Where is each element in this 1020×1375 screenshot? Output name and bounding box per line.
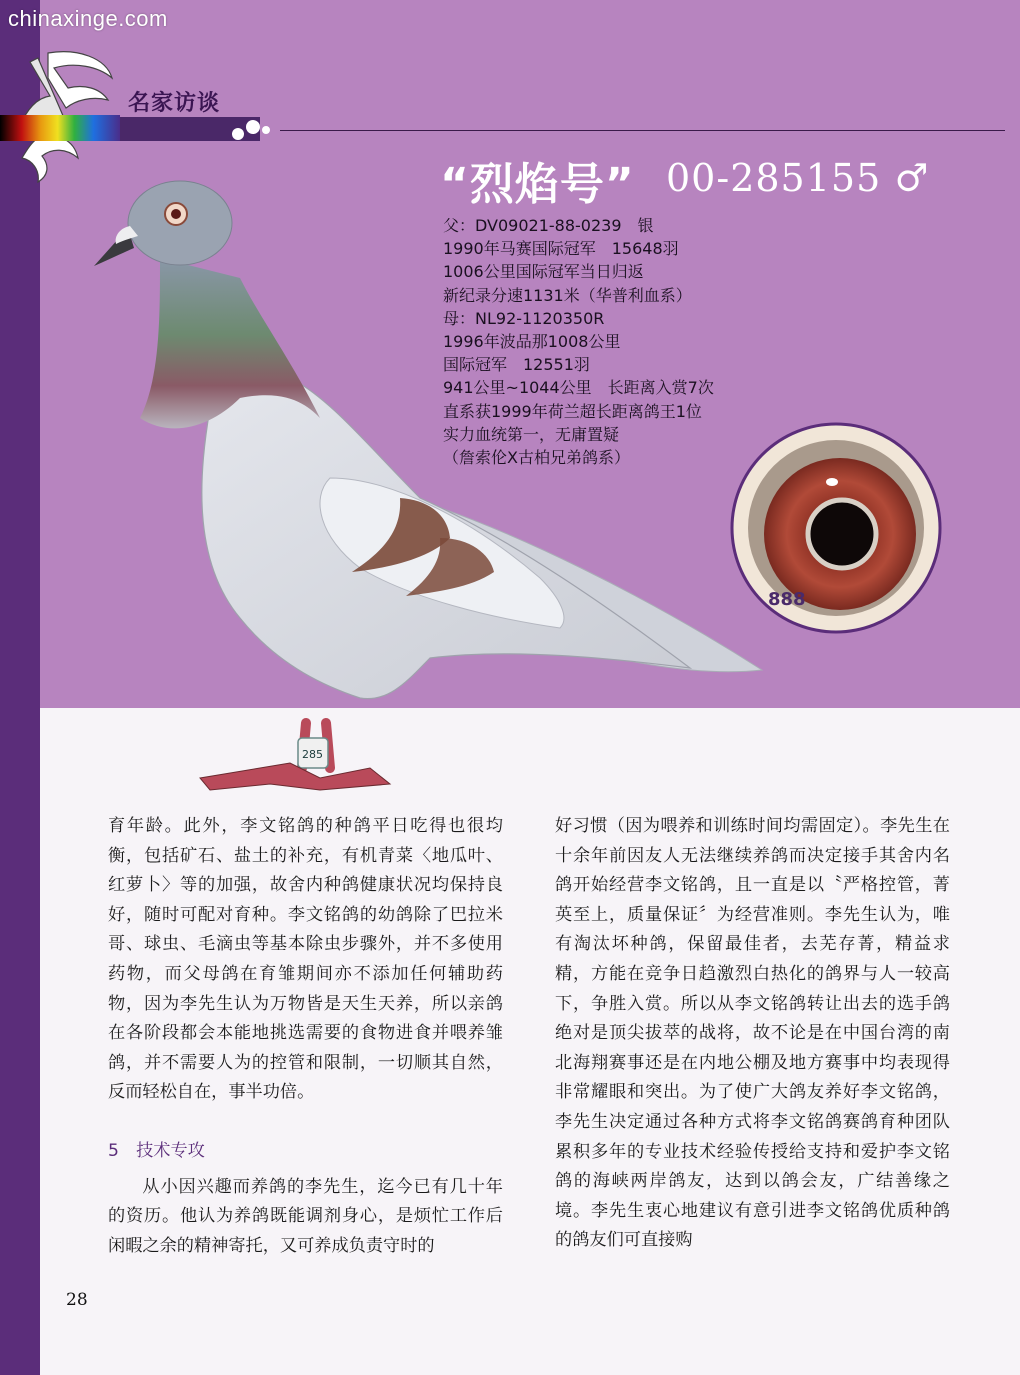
pedigree-line: 941公里~1044公里 长距离入赏7次: [443, 378, 714, 398]
article-paragraph: 育年龄。此外，李文铭鸽的种鸽平日吃得也很均衡，包括矿石、盐土的补充，有机青菜〈地瓜叶、红萝卜〉等的加强，故舍内种鸽健康状况均保持良好，随时可配对育种。李文铭鸽的幼鸽除了巴拉米哥、球虫、毛滴虫等基本除虫步骤外，并不多使用药物，而父母鸽在育雏期间亦不添加任何辅助药物，因为李先生认为万物皆是天生天养，所以亲鸽在各阶段都会本能地挑选需要的食物进食并喂养雏鸽，并不需要人为的控管和限制，一切顺其自然，反而轻松自在，事半功倍。: [108, 816, 503, 1103]
decor-dot: [262, 126, 270, 134]
pigeon-eye-inset: [730, 422, 942, 634]
header-rule: [280, 130, 1005, 131]
article-column-left: [108, 812, 503, 1261]
pedigree-line: 实力血统第一，无庸置疑: [443, 424, 620, 444]
pedigree-line: 母：NL92-1120350R: [443, 308, 605, 328]
eye-label: 888: [768, 589, 806, 610]
decor-dot: [246, 120, 260, 134]
article-column-right: [555, 812, 950, 1256]
article-paragraph: 从小因兴趣而养鸽的李先生，迄今已有几十年的资历。他认为养鸽既能调剂身心，是烦忙工作后闲暇之余的精神寄托，又可养成负责守时的: [108, 1176, 503, 1256]
pedigree-line: 新纪录分速1131米（华普利血系）: [443, 285, 692, 305]
pedigree-line: 1996年波品那1008公里: [443, 332, 621, 352]
leg-band-text: 285: [302, 748, 323, 761]
left-color-band: [0, 0, 40, 1375]
pigeon-photo: [90, 178, 770, 798]
page-number: 28: [66, 1290, 88, 1310]
site-watermark: chinaxinge.com: [8, 6, 168, 31]
pedigree-line: 直系获1999年荷兰超长距离鸽王1位: [443, 401, 702, 421]
section-heading: 5 技术专攻: [108, 1140, 205, 1161]
spectrum-bar: [0, 115, 120, 141]
pedigree-line: 父：DV09021-88-0239 银: [443, 216, 654, 235]
article-paragraph: 好习惯（因为喂养和训练时间均需固定）。李先生在十余年前因友人无法继续养鸽而决定接手其舍内名鸽开始经营李文铭鸽，且一直是以〝严格控管，菁英至上，质量保证〞为经营准则。李先生认为，唯有淘汰坏种鸽，保留最佳者，去芜存菁，精益求精，方能在竞争日趋激烈白热化的鸽界与人一较高下，争胜入赏。所以从李文铭鸽转让出去的选手鸽绝对是顶尖拔萃的战将，故不论是在中国台湾的南北海翔赛事还是在内地公棚及地方赛事中均表现得非常耀眼和突出。为了使广大鸽友养好李文铭鸽，李先生决定通过各种方式将李文铭鸽赛鸽育种团队累积多年的专业技术经验传授给支持和爱护李文铭鸽的海峡两岸鸽友，达到以鸽会友，广结善缘之境。李先生衷心地建议有意引进李文铭鸽优质种鸽的鸽友们可直接购: [555, 816, 950, 1251]
decor-dot: [232, 128, 244, 140]
ring-number: 00-285155 ♂: [666, 156, 930, 200]
pedigree-line: 1990年马赛国际冠军 15648羽: [443, 239, 679, 259]
section-title: 名家访谈: [128, 90, 221, 116]
pedigree-line: （詹索伦Ⅹ古柏兄弟鸽系）: [443, 448, 630, 468]
pedigree-line: 1006公里国际冠军当日归返: [443, 262, 644, 282]
pigeon-name: “烈焰号”: [440, 159, 635, 210]
pedigree-line: 国际冠军 12551羽: [443, 355, 590, 375]
